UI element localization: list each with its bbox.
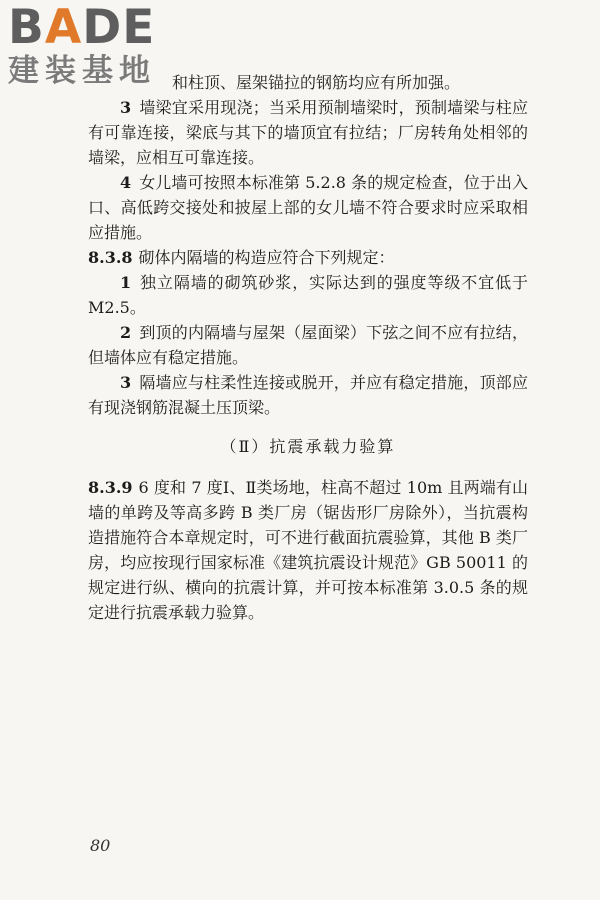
item-number: 4: [120, 173, 132, 192]
list-item: [88, 370, 528, 420]
item-number: 3: [120, 98, 132, 117]
clause-8-3-9: [88, 475, 528, 625]
page-body: [88, 70, 528, 625]
item-text: 墙梁宜采用现浇；当采用预制墙梁时，预制墙梁与柱应有可靠连接，梁底与其下的墙顶宜有拉结；厂房转角处相邻的墙梁，应相互可靠连接。: [88, 98, 528, 167]
list-item: [88, 95, 528, 170]
continuation-text: 和柱顶、屋架锚拉的钢筋均应有所加强。: [172, 73, 461, 92]
item-number: 1: [120, 273, 132, 292]
clause-text: 砌体内隔墙的构造应符合下列规定：: [138, 248, 395, 267]
clause-number: 8.3.9: [88, 478, 133, 497]
item-text: 隔墙应与柱柔性连接或脱开，并应有稳定措施，顶部应有现浇钢筋混凝土压顶梁。: [88, 373, 528, 417]
list-item: [88, 170, 528, 245]
clause-number: 8.3.8: [88, 248, 133, 267]
item-text: 女儿墙可按照本标准第 5.2.8 条的规定检查，位于出入口、高低跨交接处和披屋上部的女儿墙不符合要求时应采取相应措施。: [88, 173, 528, 242]
item-number: 2: [120, 323, 132, 342]
logo-wordmark: [8, 0, 178, 55]
section-heading: （Ⅱ）抗震承载力验算: [220, 437, 396, 456]
list-item: [88, 270, 528, 320]
page-number: 80: [90, 836, 111, 855]
logo-letters-de: DE: [82, 0, 156, 55]
logo-chinese-name: 建装基地: [8, 53, 156, 89]
logo-letter-b: B: [8, 0, 45, 55]
clause-text: 6 度和 7 度Ⅰ、Ⅱ类场地，柱高不超过 10m 且两端有山墙的单跨及等高多跨 B 类厂房（锯齿形厂房除外），当抗震构造措施符合本章规定时，可不进行截面抗震验算，其他 B 类厂房，均应按现行国家标准《建筑抗震设计规范》GB 50011 的规定进行纵、横向的抗震计算，并可按本标准第 3.0.5 条的规定进行抗震承载力验算。: [88, 478, 528, 622]
logo-letter-a: A: [44, 0, 83, 55]
item-text: 到顶的内隔墙与屋架（屋面梁）下弦之间不应有拉结，但墙体应有稳定措施。: [88, 323, 528, 367]
clause-8-3-8: [88, 245, 528, 270]
list-item: [88, 320, 528, 370]
item-text: 独立隔墙的砌筑砂浆，实际达到的强度等级不宜低于 M2.5。: [88, 273, 528, 317]
item-number: 3: [120, 373, 132, 392]
